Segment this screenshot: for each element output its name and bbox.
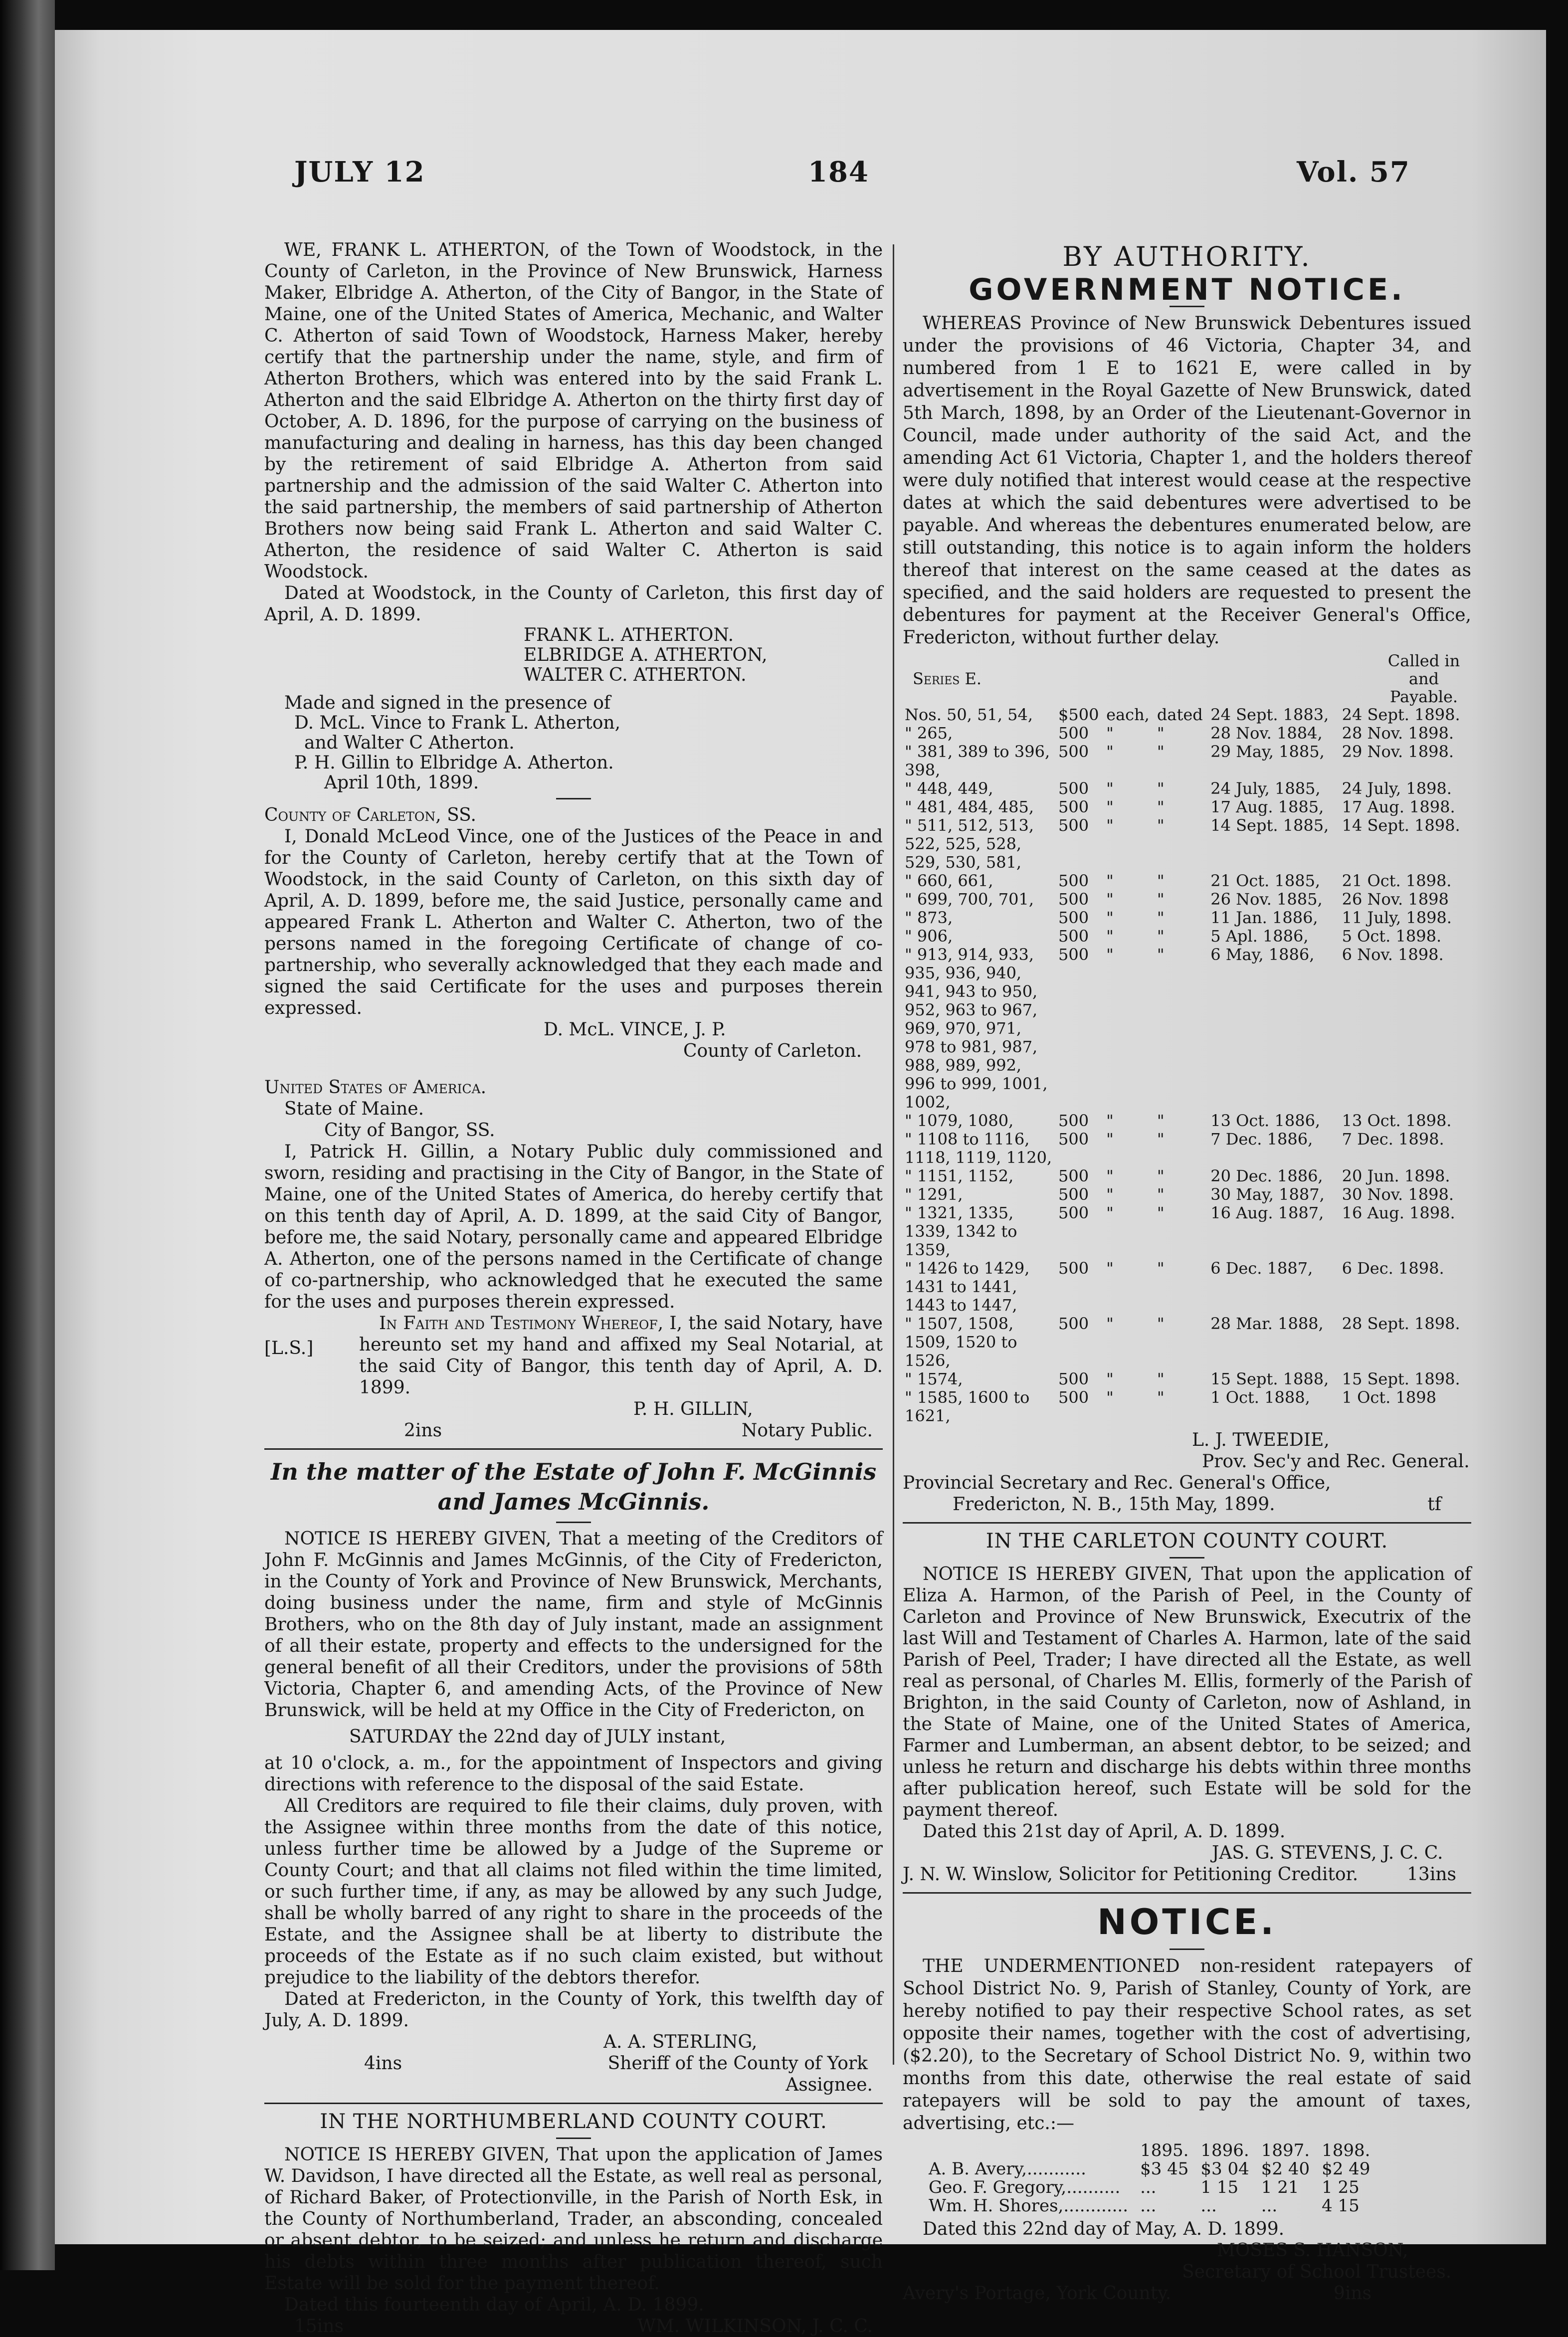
- testimony-lead: In Faith and Testimony Whereof,: [379, 1313, 664, 1334]
- debenture-payable: 14 Sept. 1898.: [1342, 816, 1460, 835]
- short-rule: [1170, 1948, 1204, 1950]
- debenture-payable: 6 Dec. 1898.: [1342, 1259, 1444, 1278]
- solicitor-line: [903, 1864, 1471, 1885]
- meeting-day: SATURDAY: [349, 1727, 453, 1747]
- vince-certificate: I, Donald McLeod Vince, one of the Justices of the Peace in and for the County of Carleton, hereby certify that at the Town of Woodstock, in the said County of Carleton, on this sixth day of April, A. D. 1899, before me, the said Justice, personally came and appeared Frank L. Atherton and Walter C. Atherton, two of the persons named in the foregoing Certificate of change of co-partnership, who severally acknowledged that they each made and signed the said Certificate for the uses and purposes therein expressed.: [264, 826, 883, 1018]
- debenture-date: 20 Dec. 1886,: [1210, 1167, 1323, 1185]
- debenture-date: 6 May, 1886,: [1210, 945, 1315, 964]
- debenture-dated-word: ": [1157, 1203, 1165, 1222]
- rate-value: $3 04: [1200, 2159, 1249, 2179]
- section-rule: [903, 1522, 1471, 1524]
- debenture-each: ": [1106, 1369, 1114, 1388]
- debenture-table: [903, 706, 1471, 1425]
- debenture-row: [903, 1259, 1471, 1315]
- debenture-payable: 28 Sept. 1898.: [1342, 1314, 1460, 1333]
- debenture-intro: WHEREAS Province of New Brunswick Debentures issued under the provisions of 46 Victoria, Chapter 34, and numbered from 1 E to 1621 E, were called in by advertisement in the Royal Gazette of New Brunswick, dated 5th March, 1898, by an Order of the Lieutenant-Governor in Council, made under authority of the said Act, and the amending Act 61 Victoria, Chapter 1, and the holders thereof were duly notified that interest would cease at the respective dates at which the said debentures were advertised to be payable. And whereas the debentures enumerated below, are still outstanding, this notice is to again inform the holders thereof that interest on the same ceased at the dates as specified, and the said holders are requested to present the debentures for payment at the Receiver General's Office, Fredericton, without further delay.: [903, 313, 1471, 648]
- seal-mark: [L.S.]: [264, 1338, 314, 1359]
- debenture-amount: 500: [1058, 871, 1089, 890]
- debenture-dated-word: ": [1157, 1167, 1165, 1185]
- section-rule: [903, 1892, 1471, 1894]
- ratepayer-row: [923, 2178, 1376, 2197]
- debenture-date: 1 Oct. 1888,: [1210, 1388, 1310, 1407]
- county-heading: County of Carleton, SS.: [264, 805, 476, 825]
- section-rule: [264, 2103, 883, 2104]
- debenture-amount: 500: [1058, 1111, 1089, 1130]
- insertion-count: 13ins: [1407, 1864, 1456, 1885]
- debenture-numbers: " 1507, 1508, 1509, 1520 to 1526,: [905, 1314, 1017, 1370]
- debenture-numbers: " 1321, 1335, 1339, 1342 to 1359,: [905, 1203, 1017, 1259]
- debenture-row: [903, 816, 1471, 872]
- debenture-dated-word: ": [1157, 927, 1165, 946]
- debenture-date: 30 May, 1887,: [1210, 1185, 1325, 1204]
- witness-line: D. McL. Vince to Frank L. Atherton,: [294, 713, 621, 733]
- debenture-each: ": [1106, 816, 1114, 835]
- gazette-page: [55, 30, 1546, 2337]
- debenture-amount: 500: [1058, 1388, 1089, 1407]
- debenture-amount: 500: [1058, 1130, 1089, 1149]
- debenture-each: ": [1106, 1259, 1114, 1278]
- debenture-dated-word: ": [1157, 1314, 1165, 1333]
- debenture-amount: 500: [1058, 742, 1089, 761]
- office-date: Fredericton, N. B., 15th May, 1899.: [953, 1494, 1275, 1515]
- debenture-amount: 500: [1058, 1369, 1089, 1388]
- debenture-payable: 20 Jun. 1898.: [1342, 1167, 1450, 1185]
- school-tax-table: [923, 2142, 1376, 2215]
- debenture-date: 15 Sept. 1888,: [1210, 1369, 1329, 1388]
- debenture-payable: 29 Nov. 1898.: [1342, 742, 1454, 761]
- carleton-heading: IN THE CARLETON COUNTY COURT.: [985, 1530, 1388, 1553]
- atherton-certificate: WE, FRANK L. ATHERTON, of the Town of Woodstock, in the County of Carleton, in the Province of New Brunswick, Harness Maker, Elbridge A. Atherton, of the City of Bangor, in the State of Maine, one of the United States of America, Mechanic, and Walter C. Atherton of said Town of Woodstock, Harness Maker, hereby certify that the partnership under the name, style, and firm of Atherton Brothers, which was entered into by the said Frank L. Atherton and the said Elbridge A. Atherton on the thirty first day of October, A. D. 1896, for the purpose of carrying on the business of manufacturing and dealing in harness, has this day been changed by the retirement of said Elbridge A. Atherton from said partnership and the admission of the said Walter C. Atherton into the said partnership, the members of said partnership of Atherton Brothers now being said Frank L. Atherton and said Walter C. Atherton, the residence of said Walter C. Atherton is said Woodstock.: [264, 240, 883, 582]
- tax-header-row: [923, 2142, 1376, 2160]
- wilkinson-signature: WM. WILKINSON, J. C. C.: [637, 2316, 873, 2337]
- by-authority-heading: BY AUTHORITY.: [1062, 241, 1312, 272]
- debenture-payable: 13 Oct. 1898.: [1342, 1111, 1452, 1130]
- debenture-numbers: " 265,: [905, 724, 953, 743]
- ratepayer-row: [923, 2160, 1376, 2178]
- debenture-row: [903, 1112, 1471, 1130]
- debenture-amount: 500: [1058, 1259, 1089, 1278]
- school-dated: Dated this 22nd day of May, A. D. 1899.: [923, 2219, 1285, 2239]
- carleton-notice: NOTICE IS HEREBY GIVEN, That upon the application of Eliza A. Harmon, of the Parish of Peel, in the County of Carleton and Province of New Brunswick, Executrix of the last Will and Testament of Charles A. Harmon, late of the said Parish of Peel, Trader; I have directed all the Estate, as well real as personal, of Charles M. Ellis, formerly of the Parish of Brighton, in the said County of Carleton, now of Ashland, in the State of Maine, one of the United States of America, Farmer and Lumberman, an absent debtor, to be seized; and unless he return and discharge his debts within three months after publication hereof, such Estate will be sold for the payment thereof.: [903, 1564, 1471, 1820]
- debenture-payable: 16 Aug. 1898.: [1342, 1203, 1455, 1222]
- estate-meeting-details: at 10 o'clock, a. m., for the appointment of Inspectors and giving directions with reference to the disposal of the said Estate.: [264, 1753, 883, 1795]
- school-footer: [903, 2283, 1471, 2304]
- debenture-payable: 30 Nov. 1898.: [1342, 1185, 1454, 1204]
- debenture-dated-word: ": [1157, 1369, 1165, 1388]
- debenture-row: [903, 1204, 1471, 1259]
- northumberland-notice: NOTICE IS HEREBY GIVEN, That upon the application of James W. Davidson, I have directed all the Estate, as well real as personal, of Richard Baker, of Protectionville, in the Parish of North Esk, in the County of Northumberland, Trader, an absconding, concealed or absent debtor, to be seized; and unless he return and discharge his debts within three months after publication thereof, such Estate will be sold for the payment thereof.: [264, 2144, 883, 2294]
- office-date-line: [903, 1494, 1471, 1515]
- gillin-footer: [264, 1420, 883, 1441]
- header-page-number: 184: [808, 156, 869, 189]
- debenture-dated-word: ": [1157, 945, 1165, 964]
- debenture-amount: 500: [1058, 1314, 1089, 1333]
- debenture-numbers: " 481, 484, 485,: [905, 797, 1034, 816]
- debenture-payable: 15 Sept. 1898.: [1342, 1369, 1460, 1388]
- debenture-amount: 500: [1058, 1185, 1089, 1204]
- debenture-date: 29 May, 1885,: [1210, 742, 1325, 761]
- debenture-payable: 5 Oct. 1898.: [1342, 927, 1442, 946]
- solicitor: J. N. W. Winslow, Solicitor for Petitioning Creditor.: [903, 1864, 1359, 1885]
- debenture-date: 7 Dec. 1886,: [1210, 1130, 1313, 1149]
- debenture-dated-word: ": [1157, 1185, 1165, 1204]
- signer: ELBRIDGE A. ATHERTON,: [524, 645, 768, 665]
- debenture-numbers: " 1585, 1600 to 1621,: [905, 1388, 1030, 1425]
- called-header: Called in and Payable.: [1387, 651, 1460, 706]
- debenture-numbers: " 448, 449,: [905, 779, 993, 798]
- witness-line: and Walter C Atherton.: [304, 733, 515, 753]
- state-line: State of Maine.: [284, 1099, 424, 1119]
- debenture-numbers: " 1426 to 1429, 1431 to 1441, 1443 to 1447,: [905, 1259, 1030, 1315]
- debenture-numbers: " 381, 389 to 396, 398,: [905, 742, 1050, 779]
- header-volume: Vol. 57: [1297, 156, 1410, 189]
- debenture-each: ": [1106, 945, 1114, 964]
- debenture-row: [903, 946, 1471, 1112]
- testimony-block: [264, 1313, 883, 1398]
- year-1898: 1898.: [1322, 2141, 1371, 2160]
- rate-value: ...: [1200, 2196, 1217, 2216]
- debenture-dated-word: ": [1157, 724, 1165, 743]
- school-notice-heading: NOTICE.: [1097, 1902, 1277, 1943]
- year-1895: 1895.: [1140, 2141, 1189, 2160]
- debenture-date: 11 Jan. 1886,: [1210, 908, 1318, 927]
- debenture-date: 13 Oct. 1886,: [1210, 1111, 1321, 1130]
- government-notice-heading: GOVERNMENT NOTICE.: [969, 272, 1405, 307]
- debenture-date: 21 Oct. 1885,: [1210, 871, 1321, 890]
- rate-value: 1 21: [1261, 2177, 1299, 2197]
- debenture-dated-word: ": [1157, 742, 1165, 761]
- debenture-numbers: " 1151, 1152,: [905, 1167, 1014, 1185]
- atherton-dated: Dated at Woodstock, in the County of Carleton, this first day of April, A. D. 1899.: [264, 583, 883, 625]
- debenture-numbers: " 511, 512, 513, 522, 525, 528, 529, 530, 581,: [905, 816, 1034, 872]
- debenture-each: ": [1106, 1203, 1114, 1222]
- debenture-amount: 500: [1058, 908, 1089, 927]
- rate-value: $2 40: [1261, 2159, 1310, 2179]
- debenture-date: 28 Nov. 1884,: [1210, 724, 1323, 743]
- debenture-row: [903, 909, 1471, 927]
- rate-value: ...: [1140, 2177, 1157, 2197]
- debenture-each: ": [1106, 1388, 1114, 1407]
- debenture-numbers: " 1108 to 1116, 1118, 1119, 1120,: [905, 1130, 1052, 1167]
- wilkinson-footer: [264, 2316, 883, 2337]
- estate-title-line-1: In the matter of the Estate of John F. McGinnis: [270, 1458, 877, 1485]
- signer: FRANK L. ATHERTON.: [524, 625, 734, 645]
- debenture-payable: 28 Nov. 1898.: [1342, 724, 1454, 743]
- short-rule: [556, 798, 591, 799]
- debenture-row: [903, 779, 1471, 798]
- debenture-each: each,: [1106, 705, 1150, 724]
- debenture-numbers: " 913, 914, 933, 935, 936, 940, 941, 943 to 950, 952, 963 to 967, 969, 970, 971, 978 to 981, 987, 988, 989, 992, 996 to 999, 1001, 1002,: [905, 945, 1048, 1112]
- sterling-footer: [264, 2053, 883, 2074]
- gillin-certificate: I, Patrick H. Gillin, a Notary Public duly commissioned and sworn, residing and practising in the City of Bangor, in the State of Maine, one of the United States of America, do hereby certify that on this tenth day of April, A. D. 1899, at the said City of Bangor, before me, the said Notary, personally came and appeared Elbridge A. Atherton, one of the persons named in the Certificate of change of co-partnership, who acknowledged that he executed the same for the uses and purposes therein expressed.: [264, 1142, 883, 1312]
- left-column: [264, 239, 883, 2337]
- debenture-table-header: [903, 652, 1471, 706]
- debenture-dated-word: ": [1157, 908, 1165, 927]
- ratepayer-name: A. B. Avery,...........: [929, 2159, 1086, 2179]
- debenture-row: [903, 706, 1471, 724]
- insertion-count: 9ins: [1333, 2283, 1372, 2304]
- debenture-dated-word: ": [1157, 890, 1165, 909]
- debenture-payable: 26 Nov. 1898: [1342, 890, 1449, 909]
- short-rule: [556, 2138, 591, 2139]
- debenture-payable: 7 Dec. 1898.: [1342, 1130, 1444, 1149]
- year-1896: 1896.: [1200, 2141, 1249, 2160]
- signer: WALTER C. ATHERTON.: [524, 665, 747, 685]
- estate-dated: Dated at Fredericton, in the County of York, this twelfth day of July, A. D. 1899.: [264, 1989, 883, 2031]
- debenture-date: 24 Sept. 1883,: [1210, 705, 1329, 724]
- debenture-amount: 500: [1058, 1167, 1089, 1185]
- ratepayer-name: Geo. F. Gregory,..........: [929, 2177, 1121, 2197]
- debenture-row: [903, 927, 1471, 946]
- column-divider: [893, 244, 894, 2065]
- insertion-count: 15ins: [294, 2316, 344, 2337]
- debenture-each: ": [1106, 871, 1114, 890]
- atherton-signers: [264, 625, 883, 685]
- rate-value: $2 49: [1322, 2159, 1371, 2179]
- estate-notice: NOTICE IS HEREBY GIVEN, That a meeting of the Creditors of John F. McGinnis and James McGinnis, of the City of Fredericton, in the County of York and Province of New Brunswick, Merchants, doing business under the name, firm and style of McGinnis Brothers, who on the 8th day of July instant, made an assignment of all their estate, property and effects to the undersigned for the general benefit of all their Creditors, under the provisions of 58th Victoria, Chapter 6, and amending Acts, of the Province of New Brunswick, will be held at my Office in the City of Fredericton, on: [264, 1529, 883, 1721]
- tweedie-title: Prov. Sec'y and Rec. General.: [1202, 1451, 1470, 1472]
- header-date: JULY 12: [294, 156, 425, 189]
- right-column: [903, 239, 1471, 2304]
- debenture-amount: 500: [1058, 890, 1089, 909]
- debenture-row: [903, 1370, 1471, 1388]
- school-notice: THE UNDERMENTIONED non-resident ratepayers of School District No. 9, Parish of Stanley, County of York, are hereby notified to pay their respective School rates, as set opposite their names, together with the cost of advertising, ($2.20), to the Secretary of School District No. 9, within two months from this date, otherwise the real estate of said ratepayers will be sold to pay the amount of taxes, advertising, etc.:—: [903, 1956, 1471, 2134]
- school-place: Avery's Portage, York County.: [903, 2283, 1172, 2304]
- northumberland-heading: IN THE NORTHUMBERLAND COUNTY COURT.: [320, 2110, 827, 2133]
- debenture-each: ": [1106, 908, 1114, 927]
- witness-line: P. H. Gillin to Elbridge A. Atherton.: [294, 753, 614, 773]
- gillin-title: Notary Public.: [741, 1420, 873, 1441]
- insertion-count: 4ins: [364, 2053, 402, 2074]
- debenture-payable: 1 Oct. 1898: [1342, 1388, 1436, 1407]
- city-line: City of Bangor, SS.: [324, 1120, 495, 1141]
- debenture-date: 16 Aug. 1887,: [1210, 1203, 1324, 1222]
- debenture-each: ": [1106, 724, 1114, 743]
- debenture-each: ": [1106, 797, 1114, 816]
- debenture-date: 6 Dec. 1887,: [1210, 1259, 1313, 1278]
- estate-title-line-2: and James McGinnis.: [437, 1488, 710, 1515]
- debenture-each: ": [1106, 890, 1114, 909]
- debenture-dated-word: ": [1157, 1388, 1165, 1407]
- debenture-date: 5 Apl. 1886,: [1210, 927, 1309, 946]
- witness-block: [264, 693, 883, 793]
- debenture-row: [903, 1185, 1471, 1204]
- witness-line: Made and signed in the presence of: [284, 693, 611, 713]
- debenture-row: [903, 1315, 1471, 1370]
- debenture-payable: 21 Oct. 1898.: [1342, 871, 1452, 890]
- debenture-numbers: " 1574,: [905, 1369, 963, 1388]
- testimony-text: I, the said Notary, have hereunto set my hand and affixed my Seal Notarial, at the said City of Bangor, this tenth day of April, A. D. 1899.: [359, 1313, 883, 1398]
- debenture-numbers: " 660, 661,: [905, 871, 993, 890]
- debenture-row: [903, 1167, 1471, 1185]
- debenture-numbers: " 699, 700, 701,: [905, 890, 1034, 909]
- stevens-signature: JAS. G. STEVENS, J. C. C.: [1212, 1843, 1443, 1863]
- rate-value: ...: [1261, 2196, 1278, 2216]
- debenture-date: 26 Nov. 1885,: [1210, 890, 1323, 909]
- debenture-each: ": [1106, 779, 1114, 798]
- debenture-each: ": [1106, 927, 1114, 946]
- debenture-numbers: " 1079, 1080,: [905, 1111, 1014, 1130]
- debenture-amount: 500: [1058, 816, 1089, 835]
- series-label: Series E.: [913, 669, 982, 688]
- debenture-date: 17 Aug. 1885,: [1210, 797, 1324, 816]
- hanson-signature: MOSES S. HANSON,: [1217, 2240, 1408, 2261]
- debenture-numbers: " 1291,: [905, 1185, 963, 1204]
- debenture-dated-word: ": [1157, 779, 1165, 798]
- debenture-row: [903, 724, 1471, 743]
- tf-mark: tf: [1427, 1494, 1441, 1515]
- debenture-each: ": [1106, 1111, 1114, 1130]
- rate-value: 4 15: [1322, 2196, 1360, 2216]
- section-rule: [264, 1448, 883, 1450]
- debenture-dated-word: ": [1157, 1111, 1165, 1130]
- short-rule: [1170, 1557, 1204, 1558]
- debenture-row: [903, 798, 1471, 816]
- debenture-date: 28 Mar. 1888,: [1210, 1314, 1324, 1333]
- debenture-amount: 500: [1058, 724, 1089, 743]
- usa-heading: United States of America.: [264, 1077, 487, 1098]
- debenture-row: [903, 890, 1471, 909]
- witness-line: April 10th, 1899.: [324, 773, 479, 793]
- ratepayer-row: [923, 2197, 1376, 2215]
- debenture-payable: 11 July, 1898.: [1342, 908, 1452, 927]
- debenture-payable: 6 Nov. 1898.: [1342, 945, 1444, 964]
- debenture-date: 14 Sept. 1885,: [1210, 816, 1329, 835]
- debenture-each: ": [1106, 1314, 1114, 1333]
- vince-county: County of Carleton.: [683, 1041, 862, 1061]
- hanson-title: Secretary of School Trustees.: [1182, 2262, 1452, 2282]
- meeting-date: the 22nd day of JULY instant,: [458, 1727, 726, 1747]
- debenture-numbers: " 906,: [905, 927, 953, 946]
- estate-claims: All Creditors are required to file their claims, duly proven, with the Assignee within three months from the date of this notice, unless further time be allowed by a Judge of the Supreme or County Court; and that all claims not filed within the time limited, or such further time, if any, as may be allowed by any such Judge, shall be wholly barred of any right to share in the proceeds of the Estate, and the Assignee shall be at liberty to distribute the proceeds of the Estate as if no such claim existed, but without prejudice to the liability of the debtors therefor.: [264, 1796, 883, 1988]
- debenture-amount: 500: [1058, 945, 1089, 964]
- debenture-row: [903, 743, 1471, 779]
- northumberland-dated: Dated this fourteenth day of April, A. D. 1899.: [284, 2295, 704, 2315]
- debenture-dated-word: dated: [1157, 705, 1203, 724]
- tweedie-signature: L. J. TWEEDIE,: [1192, 1430, 1330, 1450]
- assignee-label: Assignee.: [785, 2075, 873, 2095]
- sterling-signature: A. A. STERLING,: [603, 2032, 758, 2052]
- rate-value: 1 25: [1322, 2177, 1360, 2197]
- debenture-payable: 24 July, 1898.: [1342, 779, 1452, 798]
- short-rule: [556, 1522, 591, 1523]
- year-1897: 1897.: [1261, 2141, 1310, 2160]
- debenture-amount: 500: [1058, 1203, 1089, 1222]
- office-line: Provincial Secretary and Rec. General's Office,: [903, 1473, 1331, 1493]
- vince-signature: D. McL. VINCE, J. P.: [544, 1019, 726, 1040]
- debenture-each: ": [1106, 1130, 1114, 1149]
- debenture-dated-word: ": [1157, 871, 1165, 890]
- book-spine: [0, 0, 55, 2270]
- rate-value: 1 15: [1200, 2177, 1239, 2197]
- ratepayer-name: Wm. H. Shores,............: [929, 2196, 1129, 2216]
- debenture-numbers: " 873,: [905, 908, 953, 927]
- debenture-each: ": [1106, 742, 1114, 761]
- insertion-count: 2ins: [404, 1420, 442, 1441]
- debenture-amount: 500: [1058, 779, 1089, 798]
- debenture-amount: $500: [1058, 705, 1099, 724]
- debenture-each: ": [1106, 1185, 1114, 1204]
- debenture-row: [903, 1388, 1471, 1425]
- debenture-row: [903, 872, 1471, 890]
- debenture-amount: 500: [1058, 797, 1089, 816]
- gillin-signature: P. H. GILLIN,: [633, 1399, 753, 1419]
- rate-value: ...: [1140, 2196, 1157, 2216]
- debenture-numbers: Nos. 50, 51, 54,: [905, 705, 1033, 724]
- rate-value: $3 45: [1140, 2159, 1189, 2179]
- debenture-dated-word: ": [1157, 1130, 1165, 1149]
- debenture-amount: 500: [1058, 927, 1089, 946]
- debenture-dated-word: ": [1157, 797, 1165, 816]
- debenture-date: 24 July, 1885,: [1210, 779, 1321, 798]
- debenture-payable: 24 Sept. 1898.: [1342, 705, 1460, 724]
- sterling-title: Sheriff of the County of York: [607, 2053, 868, 2074]
- debenture-each: ": [1106, 1167, 1114, 1185]
- debenture-row: [903, 1130, 1471, 1167]
- debenture-payable: 17 Aug. 1898.: [1342, 797, 1455, 816]
- carleton-dated: Dated this 21st day of April, A. D. 1899.: [923, 1821, 1286, 1842]
- debenture-dated-word: ": [1157, 816, 1165, 835]
- debenture-dated-word: ": [1157, 1259, 1165, 1278]
